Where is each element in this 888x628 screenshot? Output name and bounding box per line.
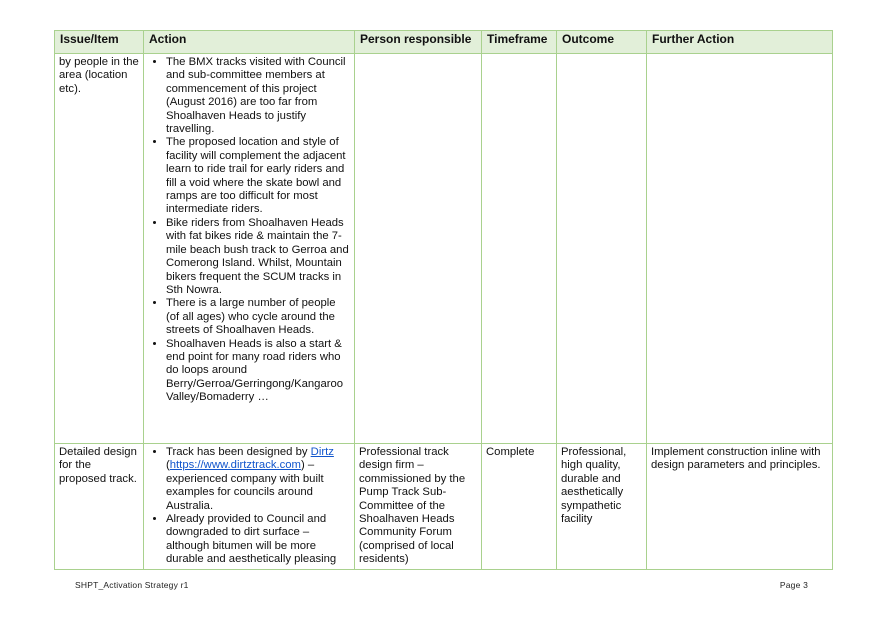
table-row	[55, 54, 833, 444]
bullet-text: ) – experienced company with built examples for councils around Australia.	[166, 459, 324, 512]
cell-timeframe: Complete	[482, 444, 557, 570]
dirtz-link[interactable]: Dirtz	[310, 446, 334, 458]
cell-timeframe	[482, 54, 557, 444]
footer-document-name: SHPT_Activation Strategy r1	[75, 580, 189, 590]
list-item	[166, 446, 350, 513]
cell-person-responsible	[355, 54, 482, 444]
header-issue-item: Issue/Item	[55, 31, 144, 54]
cell-person-responsible: Professional track design firm – commissioned by the Pump Track Sub-Committee of the Shoalhaven Heads Community Forum (comprised of local residents)	[355, 444, 482, 570]
cell-action	[144, 444, 355, 570]
cell-further-action	[647, 54, 833, 444]
header-outcome: Outcome	[557, 31, 647, 54]
cell-outcome: Professional, high quality, durable and aesthetically sympathetic facility	[557, 444, 647, 570]
list-item: • Already provided to Council and downgraded to dirt surface – although bitumen will be more durable and aesthetically pleasing	[166, 513, 350, 567]
action-bullet-list	[148, 446, 350, 567]
list-item: • There is a large number of people (of all ages) who cycle around the streets of Shoalhaven Heads.	[166, 297, 350, 337]
list-item: • Shoalhaven Heads is also a start & end point for many road riders who do loops around Berry/Gerroa/Gerringong/Kangaroo Valley/Bomaderry …	[166, 338, 350, 405]
cell-further-action: Implement construction inline with design parameters and principles.	[647, 444, 833, 570]
cell-action	[144, 54, 355, 444]
cell-issue: Detailed design for the proposed track.	[55, 444, 144, 570]
header-timeframe: Timeframe	[482, 31, 557, 54]
cell-outcome	[557, 54, 647, 444]
list-item: • The proposed location and style of facility will complement the adjacent learn to ride trail for early riders and fill a void where the skate bowl and ramps are too difficult for most intermediate riders.	[166, 136, 350, 216]
bullet-text: (	[166, 459, 170, 472]
table-header-row	[55, 31, 833, 54]
cell-issue: by people in the area (location etc).	[55, 54, 144, 444]
action-table	[54, 30, 833, 570]
header-further-action: Further Action	[647, 31, 833, 54]
header-person-responsible: Person responsible	[355, 31, 482, 54]
list-item: • The BMX tracks visited with Council and sub-committee members at commencement of this project (August 2016) are too far from Shoalhaven Heads to justify travelling.	[166, 56, 350, 136]
footer-page-number: Page 3	[779, 580, 808, 590]
table-row	[55, 444, 833, 570]
header-action: Action	[144, 31, 355, 54]
list-item: • Bike riders from Shoalhaven Heads with fat bikes ride & maintain the 7-mile beach bush track to Gerroa and Comerong Island. Whilst, Mountain bikers frequent the SCUM tracks in Sth Nowra.	[166, 217, 350, 297]
bullet-text: Track has been designed by	[166, 446, 311, 458]
dirtztrack-url-link[interactable]: https://www.dirtztrack.com	[169, 459, 301, 472]
action-bullet-list	[148, 56, 350, 405]
